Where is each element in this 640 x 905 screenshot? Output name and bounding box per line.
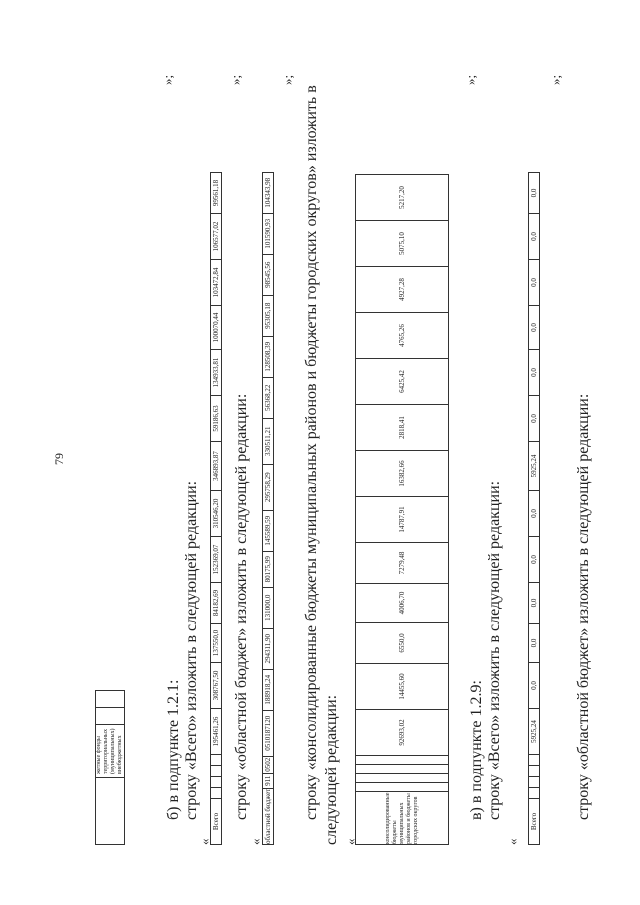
total-row-2-cell: 0,0 <box>529 214 540 260</box>
consolidated-cell: 6550,0 <box>356 623 449 664</box>
total-row-1-cell: Всего <box>211 799 222 845</box>
oblast-row-cell: 56368,22 <box>263 377 274 418</box>
oblast-row-cell: 104343,98 <box>263 172 274 213</box>
total-row-1-cell: 84182,69 <box>211 583 222 624</box>
total-row-2-cell <box>529 755 540 766</box>
consolidated-cell: 2818,41 <box>356 405 449 451</box>
total-row-2-cell: 0,0 <box>529 173 540 214</box>
consolidated-cell: 6425,42 <box>356 359 449 405</box>
oblast-row-cell: 295758,29 <box>263 464 274 510</box>
consolidated-empty-cell <box>356 756 449 765</box>
consolidated-cell: 5217,20 <box>356 175 449 221</box>
section-v-line: строку «Всего» изложить в следующей редакции: <box>486 480 503 820</box>
consolidated-cell: 5075,10 <box>356 221 449 267</box>
total-row-1-cell <box>211 788 222 799</box>
quote-close-5: »; <box>548 74 563 85</box>
total-row-2-cell <box>529 766 540 777</box>
section-v-title: в) в подпункте 1.2.9: <box>468 680 485 820</box>
total-row-1-cell <box>211 755 222 766</box>
quote-open-4: « <box>505 838 520 845</box>
line-oblast-2: строку «областной бюджет» изложить в следующей редакции: <box>575 393 592 820</box>
total-row-2-cell: 0,0 <box>529 491 540 537</box>
total-row-2-cell: 0,0 <box>529 350 540 396</box>
table-total-1 <box>210 172 222 845</box>
consolidated-empty-cell <box>356 774 449 783</box>
total-row-2-cell: 0,0 <box>529 260 540 306</box>
quote-close-3: »; <box>280 74 295 85</box>
consolidated-cell: 4765,26 <box>356 313 449 359</box>
total-row-2-cell: 0,0 <box>529 537 540 583</box>
total-row-1-cell: 134933,81 <box>211 350 222 396</box>
table-total-2 <box>528 172 540 845</box>
total-row-1-cell: 59186,63 <box>211 396 222 442</box>
total-row-2-cell: 0,0 <box>529 663 540 709</box>
total-row-1-cell <box>211 766 222 777</box>
consolidated-empty-cell <box>356 783 449 792</box>
quote-open-2: « <box>248 838 263 845</box>
total-row-2-cell: 0,0 <box>529 583 540 624</box>
total-row-2-cell: 5925,24 <box>529 709 540 755</box>
quote-close-1: »; <box>160 74 175 85</box>
total-row-2-cell <box>529 777 540 788</box>
consolidated-cell: 4006,70 <box>356 584 449 623</box>
consolidated-label: консолидированные бюджеты муниципальных районов и бюджеты городских округов <box>356 792 449 845</box>
total-row-1-cell: 310546,20 <box>211 491 222 537</box>
oblast-row-cell: 101590,93 <box>263 213 274 254</box>
oblast-row-cell: 330511,21 <box>263 418 274 464</box>
section-b-title: б) в подпункте 1.2.1: <box>165 679 182 820</box>
oblast-row-cell: 128508,39 <box>263 336 274 377</box>
total-row-2-cell: Всего <box>529 799 540 845</box>
total-row-1-cell: 100070,44 <box>211 306 222 350</box>
quote-open-1: « <box>197 838 212 845</box>
oblast-row-cell: 131000,0 <box>263 587 274 628</box>
page-number: 79 <box>52 453 66 465</box>
table-oblast <box>262 172 274 845</box>
oblast-row-cell: 294311,90 <box>263 628 274 669</box>
oblast-row-cell: 911 <box>263 773 274 788</box>
oblast-row-cell: 80175,99 <box>263 551 274 587</box>
consolidated-cell: 16382,66 <box>356 451 449 497</box>
total-row-2-cell <box>529 788 540 799</box>
total-row-2-cell: 0,0 <box>529 624 540 663</box>
consolidated-cell: 14787,91 <box>356 497 449 543</box>
total-row-1-cell: 152369,07 <box>211 537 222 583</box>
section-b-line: строку «Всего» изложить в следующей редакции: <box>183 480 200 820</box>
oblast-row-cell: 98545,56 <box>263 254 274 295</box>
oblast-row-cell: 0510187120 <box>263 710 274 756</box>
consolidated-empty-cell <box>356 765 449 774</box>
total-row-1-cell: 308767,50 <box>211 663 222 709</box>
quote-open-3: « <box>343 838 358 845</box>
total-row-2-cell: 5925,24 <box>529 442 540 491</box>
total-row-1-cell: 137550,0 <box>211 624 222 663</box>
consolidated-cell: 4927,28 <box>356 267 449 313</box>
oblast-row-cell: 95305,18 <box>263 295 274 336</box>
oblast-row-cell: 0502 <box>264 757 272 772</box>
total-row-2-cell: 0,0 <box>529 306 540 350</box>
oblast-row-cell: 145589,59 <box>263 510 274 551</box>
quote-close-2: »; <box>228 74 243 85</box>
total-row-1-cell <box>211 777 222 788</box>
table-consolidated <box>355 174 449 845</box>
total-row-1-cell: 103472,84 <box>211 260 222 306</box>
line-consolidated-2: следующей редакции: <box>323 694 340 845</box>
oblast-row-cell: областной бюджет <box>264 788 272 844</box>
consolidated-cell: 7279,48 <box>356 543 449 584</box>
table-top-label: жетные фонды территориальных (муниципальных) внебюджетных <box>96 725 125 778</box>
table-top <box>95 690 125 845</box>
line-oblast: строку «областной бюджет» изложить в следующей редакции: <box>233 393 250 820</box>
total-row-1-cell: 346893,87 <box>211 442 222 491</box>
line-consolidated-1: строку «консолидированные бюджеты муниципальных районов и бюджеты городских округов» изложить в <box>303 85 320 820</box>
total-row-1-cell: 106577,02 <box>211 214 222 260</box>
consolidated-cell: 92693,02 <box>356 710 449 756</box>
total-row-1-cell: 99561,18 <box>211 173 222 214</box>
quote-close-4: »; <box>463 74 478 85</box>
total-row-2-cell: 0,0 <box>529 396 540 442</box>
total-row-1-cell: 195461,26 <box>211 709 222 755</box>
oblast-row-cell: 188918,24 <box>263 669 274 710</box>
consolidated-cell: 14455,60 <box>356 664 449 710</box>
